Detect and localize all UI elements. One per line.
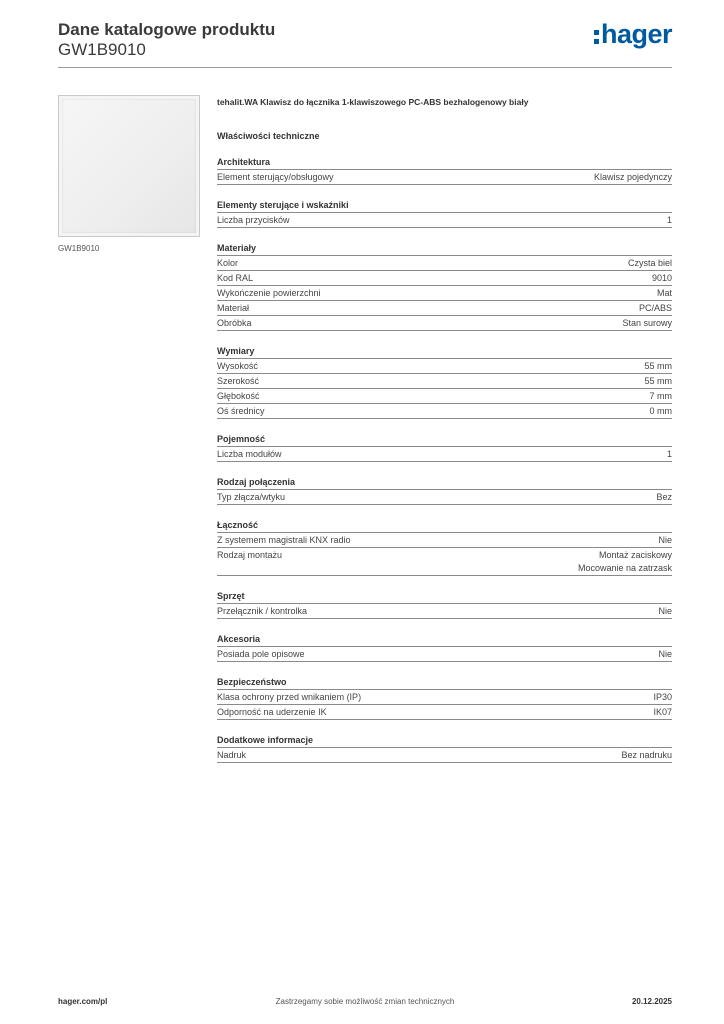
logo-text: hager [600,19,672,49]
spec-label: Element sterujący/obsługowy [217,172,334,182]
spec-value [653,691,672,704]
section-title: Pojemność [217,434,266,444]
section-divider [217,418,672,419]
product-image [58,95,200,237]
spec-row [217,532,672,547]
spec-value [639,302,672,315]
spec-value-line: 9010 [651,273,672,283]
logo-dots-icon [594,27,600,45]
spec-section [217,734,672,763]
spec-row [217,169,672,184]
spec-value [644,375,672,388]
spec-value-line: 7 mm [649,391,672,401]
spec-value [644,360,672,373]
spec-value-line: Nie [658,606,672,616]
spec-value-line: Nie [658,649,672,659]
section-divider [217,227,672,228]
spec-row [217,446,672,461]
spec-label: Wykończenie powierzchni [217,288,321,298]
product-code: GW1B9010 [58,40,146,59]
spec-label: Oś średnicy [217,406,265,416]
switch-rocker-image [62,99,196,233]
spec-row [217,300,672,315]
spec-label: Kolor [217,258,239,268]
section-title: Materiały [217,243,257,253]
section-divider [217,661,672,662]
section-divider [217,618,672,619]
spec-value [658,648,672,661]
spec-value-line: 1 [666,449,672,459]
spec-value-line: IP30 [653,692,672,702]
spec-value-line: 55 mm [644,361,672,371]
section-title: Rodzaj połączenia [217,477,296,487]
spec-section [217,676,672,720]
spec-value-line: Montaż zaciskowy [598,550,672,560]
spec-section [217,433,672,462]
spec-value-line: PC/ABS [638,303,672,313]
spec-value-line: Stan surowy [622,318,672,328]
page-title: Dane katalogowe produktu [58,20,276,39]
spec-value [658,605,672,618]
spec-value [667,214,672,227]
section-title: Sprzęt [217,591,245,601]
technical-properties-title: Właściwości techniczne [217,131,320,141]
header-divider [58,67,672,68]
spec-label: Głębokość [217,391,260,401]
spec-value [656,491,672,504]
spec-value [622,317,672,330]
section-divider [217,461,672,462]
spec-value-line: 1 [666,215,672,225]
spec-value-line: Klawisz pojedynczy [593,172,672,182]
spec-label: Przełącznik / kontrolka [217,606,308,616]
spec-label: Rodzaj montażu [217,550,283,560]
spec-section [217,242,672,331]
spec-section [217,590,672,619]
spec-value [650,390,673,403]
spec-value [657,287,672,300]
page-header [58,20,672,60]
spec-value-line: Bez [656,492,672,502]
spec-label: Posiada pole opisowe [217,649,305,659]
spec-value [658,534,672,547]
section-title: Bezpieczeństwo [217,677,287,687]
spec-label: Nadruk [217,750,247,760]
footer-disclaimer: Zastrzegamy sobie możliwość zmian technicznych [275,997,455,1006]
section-title: Elementy sterujące i wskaźniki [217,200,349,210]
spec-value [652,272,672,285]
spec-row [217,689,672,704]
spec-value [594,171,672,184]
spec-value [653,706,672,719]
spec-value [628,257,672,270]
section-title: Akcesoria [217,634,261,644]
spec-label: Obróbka [217,318,252,328]
spec-value-line: Czysta biel [627,258,672,268]
section-title: Wymiary [217,346,255,356]
spec-row [217,358,672,373]
spec-value [621,749,672,762]
spec-label: Liczba modułów [217,449,282,459]
spec-row [217,603,672,618]
spec-section [217,633,672,662]
spec-label: Z systemem magistrali KNX radio [217,535,351,545]
section-title: Dodatkowe informacje [217,735,314,745]
spec-row [217,373,672,388]
image-caption: GW1B9010 [58,244,100,253]
hager-logo [594,20,672,50]
section-divider [217,762,672,763]
section-title: Architektura [217,157,271,167]
spec-label: Szerokość [217,376,260,386]
spec-row [217,285,672,300]
section-title: Łączność [217,520,259,530]
section-divider [217,330,672,331]
spec-row [217,388,672,403]
spec-row [217,315,672,330]
footer-date: 20.12.2025 [631,997,672,1006]
spec-value [667,448,672,461]
spec-row [217,489,672,504]
spec-value-line: Mocowanie na zatrzask [577,563,672,573]
spec-section [217,199,672,228]
spec-label: Materiał [217,303,250,313]
spec-row [217,704,672,719]
page-footer [58,997,672,1011]
spec-row [217,255,672,270]
spec-sections [217,156,672,763]
spec-label: Wysokość [217,361,258,371]
spec-label: Odporność na uderzenie IK [217,707,327,717]
footer-website[interactable]: hager.com/pl [58,997,108,1006]
spec-row [217,646,672,661]
spec-label: Typ złącza/wtyku [217,492,286,502]
spec-value-line: 55 mm [644,376,672,386]
spec-value-line: 0 mm [649,406,672,416]
spec-section [217,519,672,576]
spec-content [217,96,672,763]
spec-label: Kod RAL [217,273,254,283]
section-divider [217,184,672,185]
spec-row [217,270,672,285]
spec-value [578,549,672,575]
product-description: tehalit.WA Klawisz do łącznika 1-klawiszowego PC-ABS bezhalogenowy biały [217,97,529,107]
spec-value-line: IK07 [653,707,672,717]
spec-row [217,547,672,575]
section-divider [217,575,672,576]
spec-row [217,212,672,227]
spec-label: Liczba przycisków [217,215,290,225]
spec-section [217,345,672,419]
spec-section [217,156,672,185]
section-divider [217,719,672,720]
spec-row [217,747,672,762]
section-divider [217,504,672,505]
spec-section [217,476,672,505]
spec-value-line: Mat [656,288,672,298]
spec-row [217,403,672,418]
spec-label: Klasa ochrony przed wnikaniem (IP) [217,692,362,702]
spec-value-line: Bez nadruku [621,750,672,760]
spec-value-line: Nie [658,535,672,545]
spec-value [650,405,673,418]
